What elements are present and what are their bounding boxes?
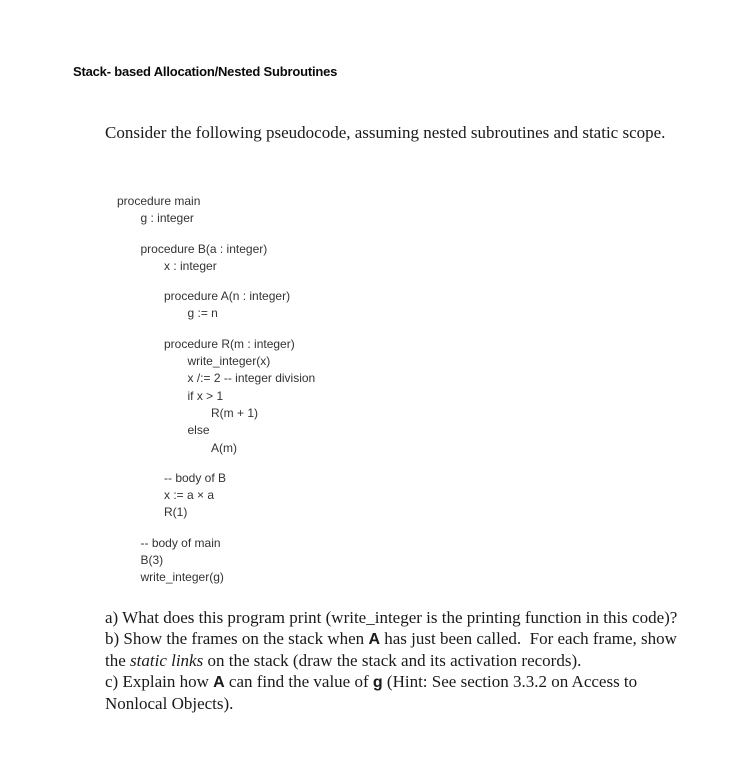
question-text: (Hint: See section 3.3.2 on Access to Nonlocal Objects). — [105, 672, 642, 713]
code-line: R(m + 1) — [211, 405, 259, 420]
code-line: -- body of main — [140, 535, 221, 550]
code-line: if x > 1 — [187, 388, 224, 403]
code-line: -- body of B — [164, 470, 227, 485]
code-line: write_integer(g) — [140, 570, 224, 585]
code-line: g := n — [187, 306, 218, 321]
code-line: procedure A(n : integer) — [164, 289, 291, 304]
question-text: b) Show the frames on the stack when — [105, 629, 369, 648]
code-blank-line — [117, 228, 315, 241]
emphasis-identifier: g — [372, 674, 383, 691]
code-blank-line — [117, 275, 315, 288]
code-line: B(3) — [140, 553, 164, 568]
code-line: procedure main — [117, 194, 201, 208]
code-blank-line — [117, 323, 315, 336]
code-line: A(m) — [211, 440, 237, 455]
question-text: a) What does this program print (write_integer is the printing function in this code)? — [105, 608, 678, 627]
code-line: x := a × a — [164, 488, 215, 503]
code-blank-line — [117, 457, 315, 470]
code-line: x : integer — [164, 258, 217, 273]
code-line: write_integer(x) — [187, 354, 271, 369]
question-b — [105, 628, 685, 671]
pseudocode-block — [117, 193, 315, 587]
question-c — [105, 671, 685, 714]
emphasis-identifier: A — [213, 674, 225, 691]
code-blank-line — [117, 522, 315, 535]
emphasis-term: static links — [130, 651, 204, 670]
code-line: procedure B(a : integer) — [140, 241, 268, 256]
question-text: can find the value of — [224, 672, 373, 691]
code-line: g : integer — [140, 211, 194, 226]
document-title: Stack- based Allocation/Nested Subroutines — [73, 64, 338, 79]
code-line: procedure R(m : integer) — [164, 336, 295, 351]
code-line: x /:= 2 -- integer division — [187, 371, 316, 386]
questions-section — [105, 607, 685, 714]
question-text: has just been called. For each frame, show the — [105, 629, 682, 670]
code-line: R(1) — [164, 505, 188, 520]
question-text: c) Explain how — [105, 672, 214, 691]
emphasis-identifier: A — [368, 631, 380, 648]
intro-paragraph: Consider the following pseudocode, assuming nested subroutines and static scope. — [105, 123, 666, 142]
question-a — [105, 607, 685, 628]
code-line: else — [187, 423, 210, 438]
question-text: on the stack (draw the stack and its activation records). — [203, 651, 582, 670]
